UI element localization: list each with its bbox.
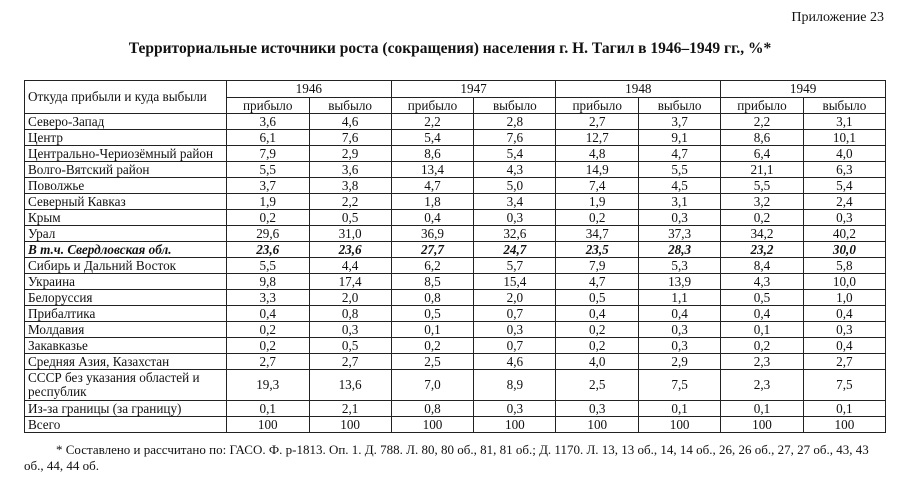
cell-value: 5,4 — [391, 130, 474, 146]
cell-value: 40,2 — [803, 226, 885, 242]
table-row — [25, 258, 886, 274]
cell-value: 8,9 — [474, 370, 556, 401]
cell-value: 100 — [556, 417, 639, 433]
cell-value: 4,0 — [556, 354, 639, 370]
cell-value: 0,8 — [391, 401, 474, 417]
cell-value: 0,2 — [556, 210, 639, 226]
cell-value: 30,0 — [803, 242, 885, 258]
header-row-years — [25, 81, 886, 98]
row-label: Северо-Запад — [25, 114, 227, 130]
table-row — [25, 130, 886, 146]
table-row — [25, 338, 886, 354]
cell-value: 0,4 — [226, 306, 309, 322]
cell-value: 13,9 — [639, 274, 721, 290]
table-row — [25, 290, 886, 306]
cell-value: 3,6 — [309, 162, 391, 178]
cell-value: 0,1 — [391, 322, 474, 338]
cell-value: 27,7 — [391, 242, 474, 258]
cell-value: 29,6 — [226, 226, 309, 242]
header-departed: выбыло — [474, 98, 556, 114]
table-row — [25, 322, 886, 338]
cell-value: 100 — [474, 417, 556, 433]
cell-value: 4,7 — [391, 178, 474, 194]
header-year-1947: 1947 — [391, 81, 556, 98]
cell-value: 5,0 — [474, 178, 556, 194]
cell-value: 3,1 — [803, 114, 885, 130]
header-arrived: прибыло — [721, 98, 804, 114]
cell-value: 0,7 — [474, 338, 556, 354]
cell-value: 3,6 — [226, 114, 309, 130]
cell-value: 0,1 — [226, 401, 309, 417]
row-label: Крым — [25, 210, 227, 226]
cell-value: 0,3 — [474, 401, 556, 417]
row-label: Из-за границы (за границу) — [25, 401, 227, 417]
cell-value: 0,2 — [391, 338, 474, 354]
cell-value: 4,8 — [556, 146, 639, 162]
table-row — [25, 162, 886, 178]
cell-value: 23,2 — [721, 242, 804, 258]
cell-value: 5,5 — [639, 162, 721, 178]
row-label: В т.ч. Свердловская обл. — [25, 242, 227, 258]
cell-value: 3,7 — [639, 114, 721, 130]
cell-value: 0,3 — [639, 322, 721, 338]
cell-value: 7,9 — [556, 258, 639, 274]
cell-value: 2,2 — [391, 114, 474, 130]
cell-value: 32,6 — [474, 226, 556, 242]
cell-value: 0,2 — [556, 338, 639, 354]
cell-value: 6,3 — [803, 162, 885, 178]
cell-value: 8,6 — [391, 146, 474, 162]
cell-value: 31,0 — [309, 226, 391, 242]
cell-value: 19,3 — [226, 370, 309, 401]
cell-value: 23,5 — [556, 242, 639, 258]
cell-value: 21,1 — [721, 162, 804, 178]
cell-value: 5,7 — [474, 258, 556, 274]
cell-value: 1,0 — [803, 290, 885, 306]
row-label: Белоруссия — [25, 290, 227, 306]
row-label: Прибалтика — [25, 306, 227, 322]
cell-value: 0,3 — [309, 322, 391, 338]
cell-value: 0,8 — [391, 290, 474, 306]
cell-value: 34,7 — [556, 226, 639, 242]
migration-table — [24, 80, 886, 433]
header-departed: выбыло — [639, 98, 721, 114]
cell-value: 0,3 — [803, 322, 885, 338]
footnote: * Составлено и рассчитано по: ГАСО. Ф. р-1813. Оп. 1. Д. 788. Л. 80, 80 об., 81, 81 об.; Д. 1170. Л. 13, 13 об., 14, 14 об., 26, 26 об., 27, 27 об., 43, 43 об., 44, 44 об. — [24, 442, 869, 473]
cell-value: 2,7 — [556, 114, 639, 130]
cell-value: 9,1 — [639, 130, 721, 146]
cell-value: 0,2 — [226, 210, 309, 226]
table-row — [25, 401, 886, 417]
cell-value: 24,7 — [474, 242, 556, 258]
row-label: Украина — [25, 274, 227, 290]
cell-value: 2,9 — [309, 146, 391, 162]
cell-value: 2,3 — [721, 370, 804, 401]
cell-value: 8,5 — [391, 274, 474, 290]
cell-value: 5,4 — [803, 178, 885, 194]
cell-value: 0,5 — [721, 290, 804, 306]
cell-value: 4,5 — [639, 178, 721, 194]
table-row — [25, 417, 886, 433]
cell-value: 37,3 — [639, 226, 721, 242]
cell-value: 7,0 — [391, 370, 474, 401]
cell-value: 2,9 — [639, 354, 721, 370]
header-year-1948: 1948 — [556, 81, 721, 98]
cell-value: 1,8 — [391, 194, 474, 210]
table-row — [25, 274, 886, 290]
cell-value: 13,6 — [309, 370, 391, 401]
cell-value: 4,0 — [803, 146, 885, 162]
cell-value: 100 — [721, 417, 804, 433]
cell-value: 0,8 — [309, 306, 391, 322]
cell-value: 4,3 — [721, 274, 804, 290]
cell-value: 0,2 — [226, 322, 309, 338]
cell-value: 7,4 — [556, 178, 639, 194]
cell-value: 7,5 — [803, 370, 885, 401]
cell-value: 3,8 — [309, 178, 391, 194]
header-origin: Откуда прибыли и куда выбыли — [25, 81, 227, 114]
row-label: Урал — [25, 226, 227, 242]
row-label: Северный Кавказ — [25, 194, 227, 210]
cell-value: 5,5 — [226, 162, 309, 178]
cell-value: 6,1 — [226, 130, 309, 146]
cell-value: 4,7 — [639, 146, 721, 162]
cell-value: 100 — [226, 417, 309, 433]
cell-value: 14,9 — [556, 162, 639, 178]
cell-value: 6,4 — [721, 146, 804, 162]
cell-value: 7,6 — [309, 130, 391, 146]
cell-value: 8,4 — [721, 258, 804, 274]
header-year-1949: 1949 — [721, 81, 886, 98]
cell-value: 0,3 — [639, 338, 721, 354]
cell-value: 3,2 — [721, 194, 804, 210]
row-label: Волго-Вятский район — [25, 162, 227, 178]
row-label: Закавказье — [25, 338, 227, 354]
cell-value: 4,3 — [474, 162, 556, 178]
table-row — [25, 242, 886, 258]
row-label: Центр — [25, 130, 227, 146]
cell-value: 10,0 — [803, 274, 885, 290]
cell-value: 17,4 — [309, 274, 391, 290]
cell-value: 13,4 — [391, 162, 474, 178]
row-label: Сибирь и Дальний Восток — [25, 258, 227, 274]
cell-value: 0,3 — [474, 210, 556, 226]
table-row — [25, 370, 886, 401]
cell-value: 23,6 — [226, 242, 309, 258]
cell-value: 100 — [803, 417, 885, 433]
cell-value: 2,7 — [309, 354, 391, 370]
cell-value: 4,7 — [556, 274, 639, 290]
header-arrived: прибыло — [226, 98, 309, 114]
cell-value: 2,3 — [721, 354, 804, 370]
table-row — [25, 146, 886, 162]
row-label: Средняя Азия, Казахстан — [25, 354, 227, 370]
cell-value: 0,2 — [721, 338, 804, 354]
cell-value: 3,1 — [639, 194, 721, 210]
cell-value: 6,2 — [391, 258, 474, 274]
cell-value: 0,1 — [721, 322, 804, 338]
cell-value: 3,4 — [474, 194, 556, 210]
table-row — [25, 210, 886, 226]
cell-value: 10,1 — [803, 130, 885, 146]
table-row — [25, 178, 886, 194]
cell-value: 0,1 — [803, 401, 885, 417]
cell-value: 2,2 — [309, 194, 391, 210]
cell-value: 36,9 — [391, 226, 474, 242]
cell-value: 100 — [639, 417, 721, 433]
cell-value: 0,4 — [721, 306, 804, 322]
cell-value: 23,6 — [309, 242, 391, 258]
header-year-1946: 1946 — [226, 81, 391, 98]
table-row — [25, 354, 886, 370]
cell-value: 0,4 — [803, 338, 885, 354]
cell-value: 1,9 — [226, 194, 309, 210]
cell-value: 3,7 — [226, 178, 309, 194]
cell-value: 0,4 — [803, 306, 885, 322]
cell-value: 12,7 — [556, 130, 639, 146]
cell-value: 1,9 — [556, 194, 639, 210]
row-label: Центрально-Чериозёмный район — [25, 146, 227, 162]
header-arrived: прибыло — [556, 98, 639, 114]
cell-value: 2,5 — [556, 370, 639, 401]
cell-value: 0,2 — [721, 210, 804, 226]
cell-value: 0,3 — [556, 401, 639, 417]
table-title: Территориальные источники роста (сокращения) населения г. Н. Тагил в 1946–1949 гг., %* — [128, 40, 772, 57]
row-label: Поволжье — [25, 178, 227, 194]
cell-value: 2,2 — [721, 114, 804, 130]
cell-value: 0,5 — [556, 290, 639, 306]
cell-value: 2,7 — [226, 354, 309, 370]
cell-value: 4,6 — [474, 354, 556, 370]
cell-value: 5,5 — [721, 178, 804, 194]
cell-value: 0,3 — [474, 322, 556, 338]
table-row — [25, 114, 886, 130]
header-arrived: прибыло — [391, 98, 474, 114]
cell-value: 34,2 — [721, 226, 804, 242]
cell-value: 0,3 — [803, 210, 885, 226]
cell-value: 2,8 — [474, 114, 556, 130]
table-row — [25, 306, 886, 322]
cell-value: 0,5 — [309, 210, 391, 226]
row-label: Молдавия — [25, 322, 227, 338]
cell-value: 5,3 — [639, 258, 721, 274]
cell-value: 3,3 — [226, 290, 309, 306]
header-departed: выбыло — [803, 98, 885, 114]
cell-value: 0,1 — [721, 401, 804, 417]
row-label: СССР без указания областей и республик — [25, 370, 227, 401]
cell-value: 5,5 — [226, 258, 309, 274]
cell-value: 2,5 — [391, 354, 474, 370]
cell-value: 0,5 — [391, 306, 474, 322]
cell-value: 100 — [391, 417, 474, 433]
cell-value: 4,4 — [309, 258, 391, 274]
cell-value: 0,1 — [639, 401, 721, 417]
cell-value: 0,3 — [639, 210, 721, 226]
cell-value: 100 — [309, 417, 391, 433]
cell-value: 0,2 — [226, 338, 309, 354]
cell-value: 7,5 — [639, 370, 721, 401]
cell-value: 7,9 — [226, 146, 309, 162]
cell-value: 9,8 — [226, 274, 309, 290]
header-departed: выбыло — [309, 98, 391, 114]
row-label: Всего — [25, 417, 227, 433]
cell-value: 4,6 — [309, 114, 391, 130]
cell-value: 28,3 — [639, 242, 721, 258]
cell-value: 0,4 — [556, 306, 639, 322]
cell-value: 2,1 — [309, 401, 391, 417]
cell-value: 15,4 — [474, 274, 556, 290]
cell-value: 1,1 — [639, 290, 721, 306]
cell-value: 0,2 — [556, 322, 639, 338]
cell-value: 0,5 — [309, 338, 391, 354]
cell-value: 0,7 — [474, 306, 556, 322]
cell-value: 0,4 — [639, 306, 721, 322]
cell-value: 2,7 — [803, 354, 885, 370]
cell-value: 2,0 — [309, 290, 391, 306]
cell-value: 5,4 — [474, 146, 556, 162]
cell-value: 8,6 — [721, 130, 804, 146]
cell-value: 2,4 — [803, 194, 885, 210]
table-row — [25, 194, 886, 210]
appendix-label: Приложение 23 — [791, 10, 884, 25]
cell-value: 0,4 — [391, 210, 474, 226]
table-row — [25, 226, 886, 242]
cell-value: 7,6 — [474, 130, 556, 146]
cell-value: 5,8 — [803, 258, 885, 274]
cell-value: 2,0 — [474, 290, 556, 306]
